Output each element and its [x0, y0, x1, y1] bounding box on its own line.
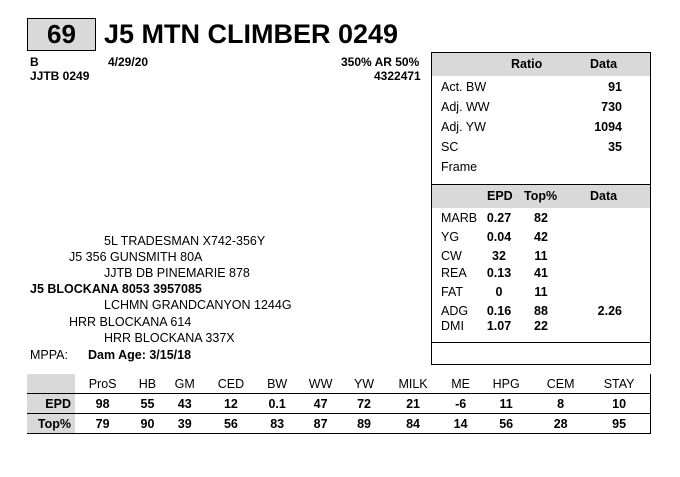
ratio-label: Adj. YW: [441, 120, 486, 134]
col-header: CEM: [533, 374, 588, 394]
epd-cell: 8: [533, 394, 588, 414]
top-cell: 79: [95, 416, 110, 431]
panel-divider: [432, 342, 650, 343]
epd-header-row: [27, 374, 651, 394]
col-header: HB: [130, 374, 165, 394]
epd-cell: 12: [205, 394, 257, 414]
top-percent-row: [27, 414, 651, 434]
ratio-header: [432, 53, 650, 76]
carcass-top: 41: [534, 266, 548, 280]
col-header: GM: [165, 374, 205, 394]
col-header: ProS: [75, 374, 130, 394]
top-cell: 89: [357, 416, 371, 431]
col-header: ME: [442, 374, 479, 394]
epd-table: [27, 374, 651, 434]
carcass-epd: 32: [492, 249, 506, 263]
epd-cell: 72: [344, 394, 384, 414]
carcass-label: REA: [441, 266, 467, 280]
col-header: STAY: [588, 374, 650, 394]
row-label: EPD: [27, 394, 75, 414]
pedigree-dam-sire-line: HRR BLOCKANA 614: [69, 315, 192, 329]
carcass-header: [432, 184, 650, 208]
ratio-label: SC: [441, 140, 459, 154]
ratio-label: Frame: [441, 160, 478, 174]
ratio-label: Adj. WW: [441, 100, 490, 114]
breed-composition: 350% AR 50%: [341, 55, 420, 69]
animal-name: J5 MTN CLIMBER 0249: [104, 19, 399, 49]
top-cell: 87: [313, 416, 328, 431]
col-header: HPG: [479, 374, 533, 394]
epd-cell: 43: [165, 394, 205, 414]
carcass-top: 11: [534, 249, 548, 263]
ratio-col-header: Ratio: [511, 57, 543, 71]
registration-number: 4322471: [374, 69, 421, 83]
dam-age: Dam Age: 3/15/18: [88, 348, 192, 362]
top-cell: 90: [140, 416, 155, 431]
carcass-epd: 0: [495, 285, 503, 299]
carcass-label: YG: [441, 230, 460, 244]
carcass-label: ADG: [441, 304, 469, 318]
col-header: MILK: [384, 374, 442, 394]
carcass-label: DMI: [441, 319, 464, 333]
carcass-epd: 0.16: [486, 304, 512, 318]
corner-cell: [27, 374, 75, 394]
top-cell: 83: [270, 416, 285, 431]
col-header: YW: [344, 374, 384, 394]
epd-cell: 21: [384, 394, 442, 414]
carcass-label: MARB: [441, 211, 478, 225]
pedigree-dam: J5 BLOCKANA 8053 3957085: [30, 282, 202, 296]
epd-row: [27, 394, 651, 414]
top-cell: 28: [553, 416, 568, 431]
epd-cell: 98: [75, 394, 130, 414]
epd-cell: 0.1: [257, 394, 297, 414]
ratio-value: 35: [608, 140, 622, 154]
ratio-value: 730: [601, 100, 622, 114]
data-col-header: Data: [590, 57, 618, 71]
carcass-epd: 1.07: [486, 319, 512, 333]
carcass-label: FAT: [441, 285, 463, 299]
carcass-top: 11: [534, 285, 548, 299]
carcass-top: 42: [534, 230, 548, 244]
col-header: CED: [205, 374, 257, 394]
top-cell: 14: [453, 416, 468, 431]
mppa-label: MPPA:: [30, 348, 68, 362]
carcass-epd: 0.27: [486, 211, 512, 225]
pedigree-sire-dam: JJTB DB PINEMARIE 878: [104, 266, 250, 280]
epd-cell: 47: [297, 394, 344, 414]
lot-number: 69: [27, 18, 96, 51]
pedigree-sire: J5 356 GUNSMITH 80A: [69, 250, 203, 264]
row-label: Top%: [27, 414, 75, 434]
sex: B: [30, 55, 39, 69]
data-col-header: Data: [590, 189, 618, 203]
top-cell: 95: [612, 416, 627, 431]
top-cell: 56: [499, 416, 514, 431]
birth-date: 4/29/20: [108, 55, 149, 69]
epd-cell: 55: [130, 394, 165, 414]
carcass-data: 2.26: [597, 304, 622, 318]
carcass-epd: 0.13: [486, 266, 512, 280]
carcass-top: 22: [534, 319, 548, 333]
ratio-value: 1094: [594, 120, 622, 134]
epd-cell: -6: [442, 394, 479, 414]
epd-cell: 10: [588, 394, 650, 414]
top-cell: 84: [406, 416, 420, 431]
carcass-label: CW: [441, 249, 462, 263]
epd-cell: 11: [479, 394, 533, 414]
carcass-top: 82: [534, 211, 548, 225]
performance-panel: [431, 52, 651, 365]
ratio-label: Act. BW: [441, 80, 487, 94]
top-cell: 39: [177, 416, 192, 431]
col-header: BW: [257, 374, 297, 394]
pedigree-sire-sire: 5L TRADESMAN X742-356Y: [104, 234, 266, 248]
top-cell: 56: [223, 416, 238, 431]
carcass-top: 88: [534, 304, 548, 318]
pedigree-dam-sire: LCHMN GRANDCANYON 1244G: [104, 298, 292, 312]
top-col-header: Top%: [524, 189, 558, 203]
col-header: WW: [297, 374, 344, 394]
ratio-value: 91: [608, 80, 622, 94]
carcass-epd: 0.04: [486, 230, 512, 244]
tag-id: JJTB 0249: [30, 69, 90, 83]
pedigree-dam-dam: HRR BLOCKANA 337X: [104, 331, 235, 345]
epd-col-header: EPD: [487, 189, 513, 203]
